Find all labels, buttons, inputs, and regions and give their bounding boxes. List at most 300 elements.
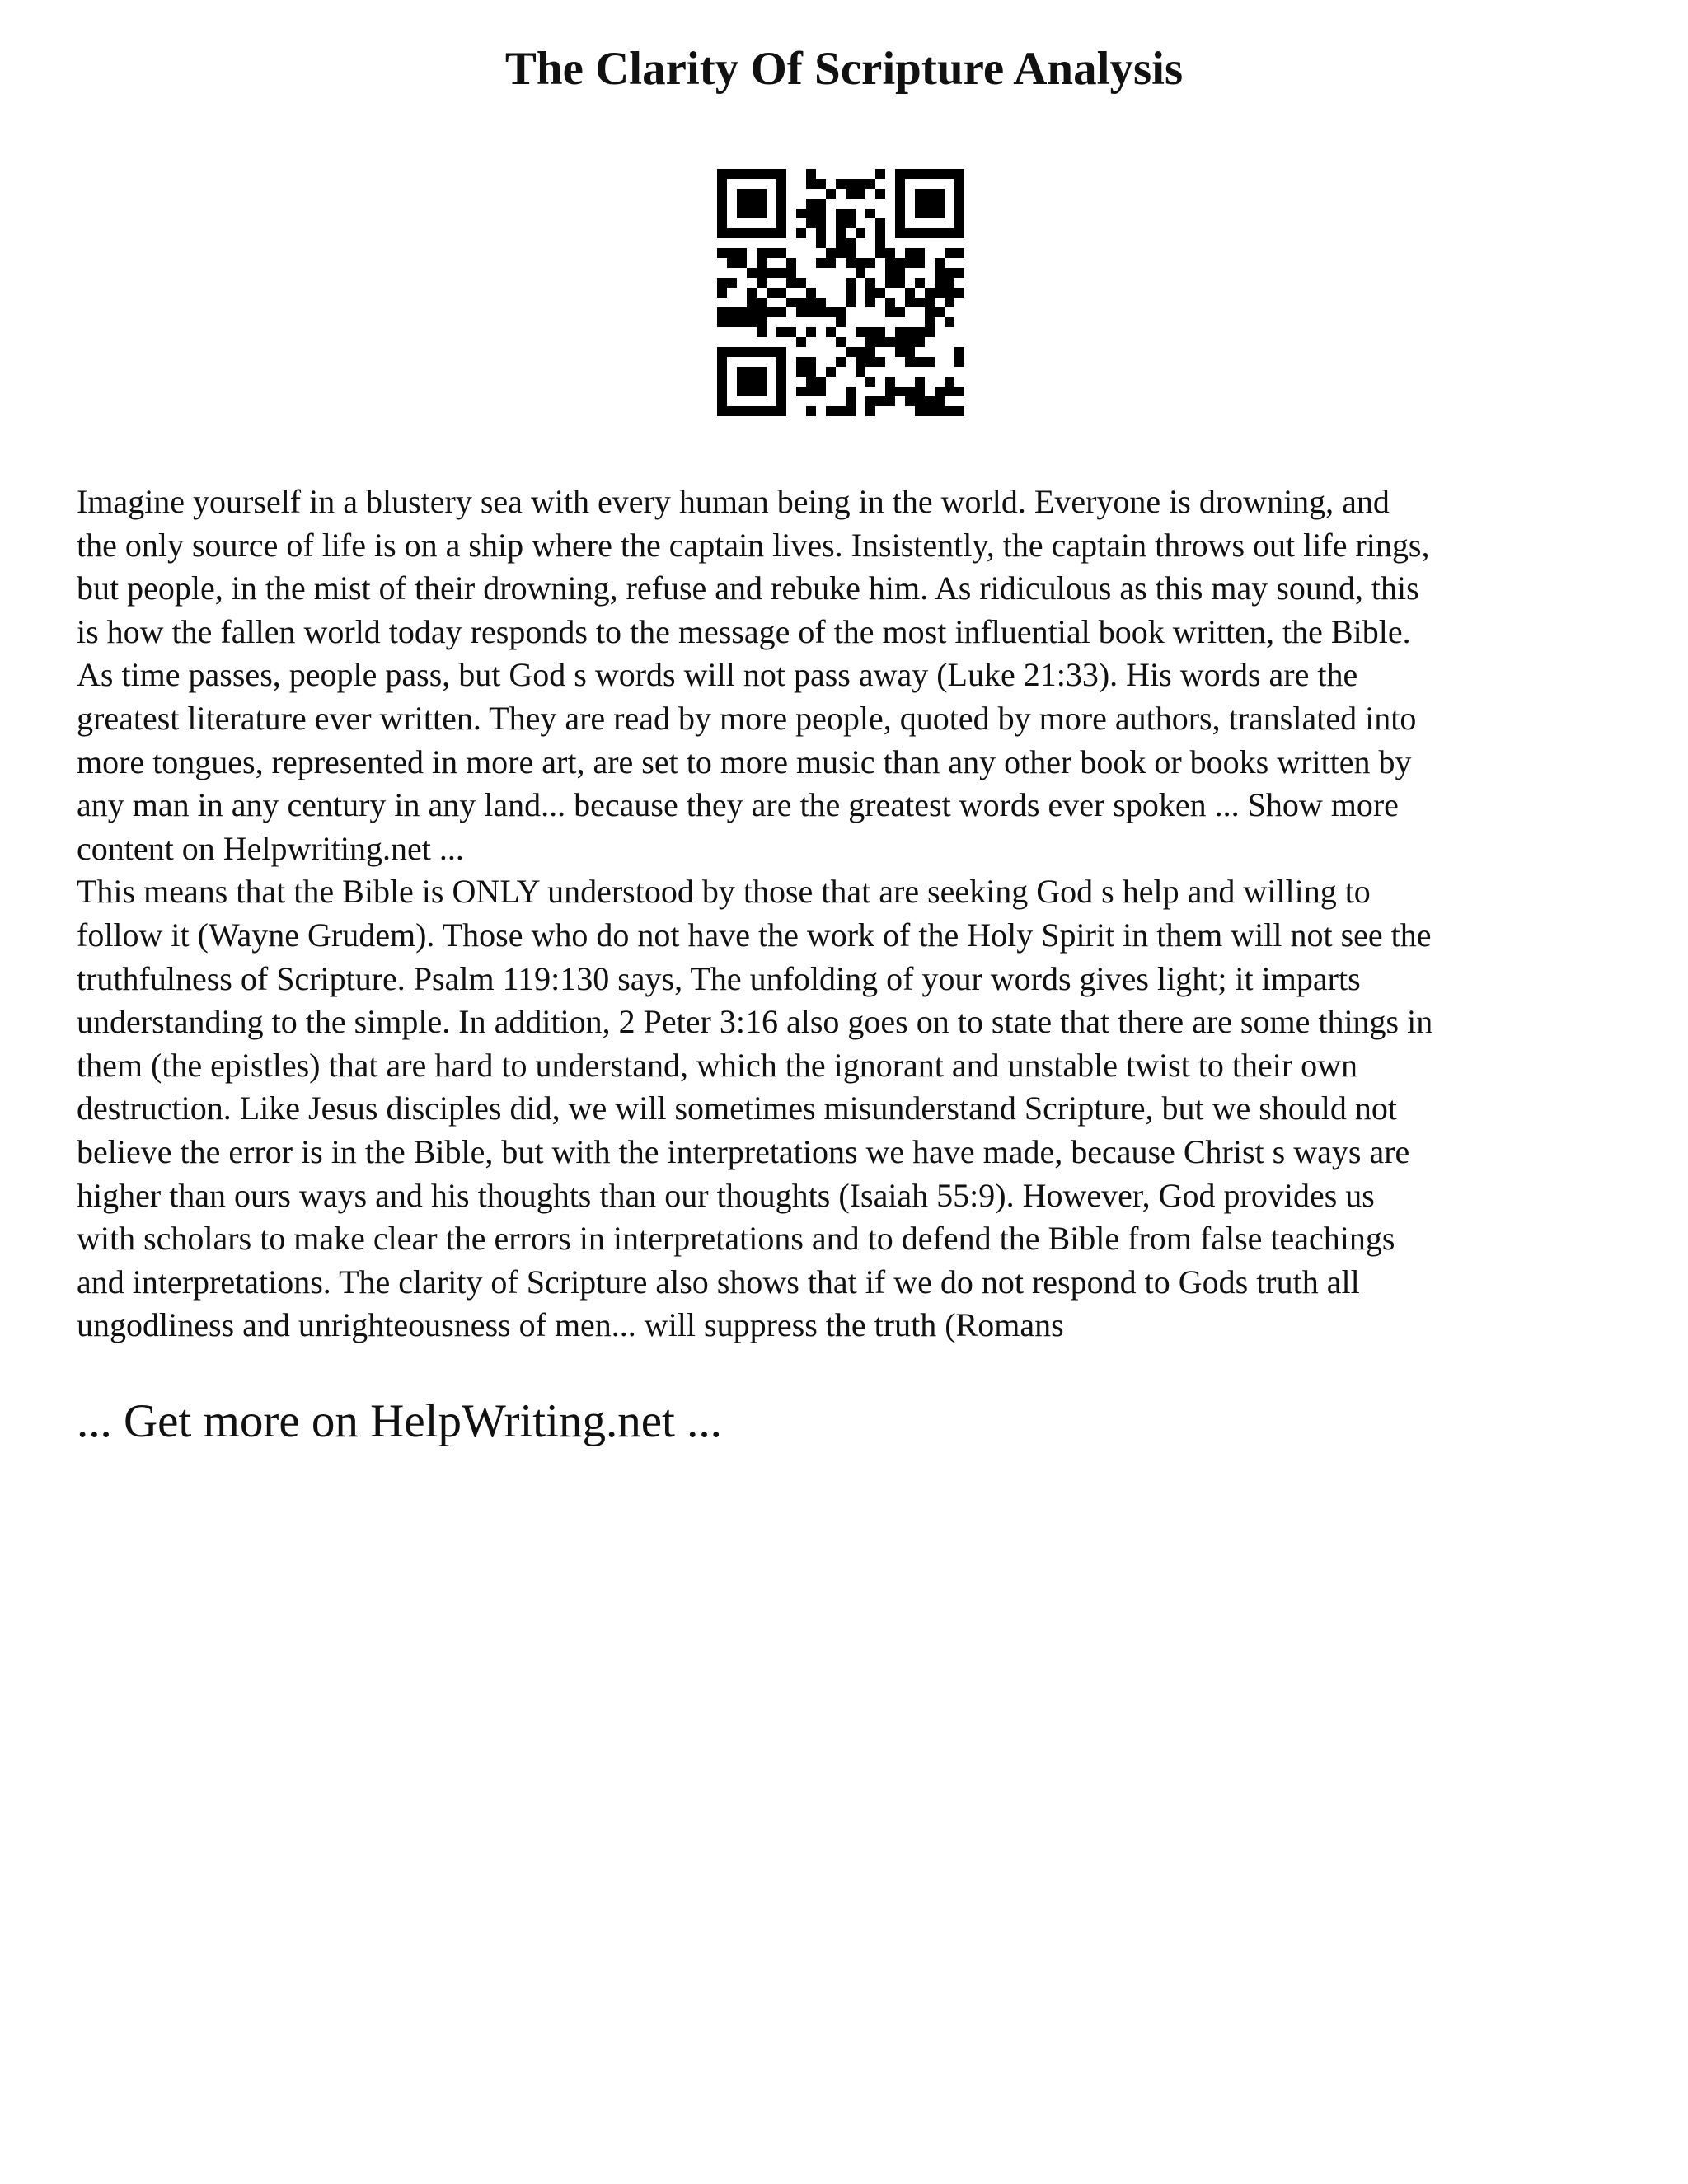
qr-code-graphic <box>717 169 964 416</box>
qr-module <box>954 387 964 396</box>
qr-module <box>776 396 786 406</box>
qr-module <box>846 288 856 298</box>
qr-module <box>885 307 895 317</box>
qr-module <box>717 189 727 199</box>
qr-module <box>776 367 786 377</box>
qr-module <box>737 258 747 268</box>
qr-module <box>816 179 826 189</box>
qr-module <box>727 278 737 288</box>
qr-module <box>945 278 954 288</box>
qr-module <box>816 218 826 228</box>
qr-module <box>935 396 945 406</box>
qr-module <box>925 406 935 416</box>
qr-module <box>954 199 964 209</box>
qr-module <box>806 169 816 179</box>
qr-module <box>895 268 905 278</box>
qr-module <box>865 278 875 288</box>
qr-module <box>776 357 786 367</box>
qr-module <box>757 278 767 288</box>
qr-module <box>727 307 737 317</box>
qr-module <box>767 228 776 238</box>
qr-module <box>747 347 757 357</box>
qr-module <box>757 367 767 377</box>
qr-module <box>737 377 747 387</box>
qr-module <box>806 298 816 307</box>
qr-module <box>915 357 925 367</box>
qr-module <box>836 317 846 327</box>
qr-module <box>895 307 905 317</box>
qr-module <box>945 228 954 238</box>
qr-module <box>935 288 945 298</box>
qr-module <box>836 179 846 189</box>
qr-module <box>717 396 727 406</box>
qr-module <box>895 209 905 218</box>
qr-module <box>806 199 816 209</box>
qr-module <box>895 189 905 199</box>
qr-module <box>915 199 925 209</box>
qr-module <box>816 209 826 218</box>
qr-module <box>915 278 925 288</box>
qr-module <box>757 347 767 357</box>
qr-module <box>945 169 954 179</box>
qr-module <box>757 317 767 327</box>
qr-module <box>945 387 954 396</box>
qr-module <box>846 406 856 416</box>
qr-module <box>905 337 915 347</box>
qr-module <box>737 248 747 258</box>
qr-module <box>856 268 865 278</box>
qr-module <box>865 258 875 268</box>
qr-module <box>757 169 767 179</box>
qr-module <box>915 406 925 416</box>
qr-module <box>717 218 727 228</box>
qr-module <box>767 169 776 179</box>
qr-module <box>717 307 727 317</box>
qr-module <box>757 268 767 278</box>
qr-module <box>757 307 767 317</box>
qr-module <box>875 337 885 347</box>
qr-module <box>935 387 945 396</box>
qr-module <box>915 248 925 258</box>
qr-module <box>915 377 925 387</box>
qr-module <box>796 307 806 317</box>
qr-module <box>776 387 786 396</box>
qr-module <box>925 199 935 209</box>
qr-module <box>816 298 826 307</box>
qr-module <box>747 317 757 327</box>
qr-module <box>846 258 856 268</box>
qr-module <box>915 396 925 406</box>
qr-module <box>885 278 895 288</box>
qr-module <box>925 298 935 307</box>
qr-module <box>954 169 964 179</box>
qr-module <box>717 288 727 298</box>
qr-module <box>727 406 737 416</box>
qr-module <box>806 288 816 298</box>
qr-code-icon[interactable] <box>717 169 964 416</box>
qr-module <box>954 347 964 357</box>
qr-module <box>806 327 816 337</box>
qr-module <box>915 228 925 238</box>
qr-module <box>945 406 954 416</box>
qr-module <box>727 248 737 258</box>
qr-module <box>727 317 737 327</box>
qr-module <box>737 347 747 357</box>
qr-module <box>915 189 925 199</box>
qr-module <box>915 327 925 337</box>
qr-module <box>925 307 935 317</box>
qr-module <box>717 317 727 327</box>
qr-module <box>905 228 915 238</box>
qr-module <box>717 377 727 387</box>
qr-module <box>925 209 935 218</box>
qr-module <box>954 179 964 189</box>
qr-module <box>865 357 875 367</box>
qr-module <box>905 387 915 396</box>
qr-module <box>836 218 846 228</box>
page-title: The Clarity Of Scripture Analysis <box>504 43 1184 95</box>
qr-module <box>806 218 816 228</box>
qr-module <box>865 377 875 387</box>
qr-module <box>727 228 737 238</box>
qr-module <box>856 258 865 268</box>
qr-module <box>954 189 964 199</box>
qr-module <box>717 169 727 179</box>
qr-module <box>836 248 846 258</box>
qr-module <box>786 298 796 307</box>
qr-module <box>717 406 727 416</box>
qr-module <box>935 228 945 238</box>
qr-module <box>856 367 865 377</box>
qr-module <box>915 209 925 218</box>
qr-module <box>836 337 846 347</box>
qr-module <box>895 327 905 337</box>
qr-module <box>895 228 905 238</box>
qr-module <box>776 377 786 387</box>
qr-module <box>895 278 905 288</box>
qr-module <box>806 387 816 396</box>
qr-module <box>846 248 856 258</box>
qr-module <box>905 347 915 357</box>
qr-module <box>737 317 747 327</box>
qr-module <box>895 337 905 347</box>
qr-module <box>737 387 747 396</box>
qr-module <box>826 248 836 258</box>
qr-module <box>925 228 935 238</box>
qr-module <box>816 199 826 209</box>
qr-module <box>806 357 816 367</box>
qr-module <box>836 406 846 416</box>
qr-module <box>747 209 757 218</box>
qr-module <box>776 169 786 179</box>
qr-module <box>905 298 915 307</box>
qr-module <box>836 307 846 317</box>
qr-module <box>865 288 875 298</box>
qr-module <box>757 189 767 199</box>
qr-module <box>776 288 786 298</box>
qr-module <box>954 268 964 278</box>
qr-module <box>935 209 945 218</box>
qr-module <box>865 406 875 416</box>
qr-module <box>786 268 796 278</box>
qr-module <box>747 406 757 416</box>
qr-module <box>885 387 895 396</box>
qr-module <box>935 258 945 268</box>
qr-module <box>717 347 727 357</box>
qr-module <box>767 248 776 258</box>
qr-module <box>895 387 905 396</box>
qr-module <box>737 307 747 317</box>
qr-module <box>826 258 836 268</box>
qr-module <box>816 387 826 396</box>
qr-module <box>717 209 727 218</box>
qr-module <box>895 347 905 357</box>
qr-module <box>885 377 895 387</box>
qr-module <box>826 189 836 199</box>
qr-module <box>776 209 786 218</box>
qr-module <box>935 278 945 288</box>
qr-module <box>796 209 806 218</box>
qr-module <box>737 169 747 179</box>
qr-module <box>757 327 767 337</box>
qr-module <box>925 169 935 179</box>
qr-module <box>905 288 915 298</box>
qr-module <box>826 307 836 317</box>
qr-module <box>767 307 776 317</box>
qr-module <box>796 387 806 396</box>
qr-module <box>776 179 786 189</box>
qr-module <box>846 179 856 189</box>
qr-module <box>935 307 945 317</box>
qr-module <box>846 218 856 228</box>
qr-module <box>816 228 826 238</box>
qr-module <box>786 278 796 288</box>
qr-module <box>875 169 885 179</box>
qr-module <box>776 189 786 199</box>
qr-module <box>885 268 895 278</box>
qr-module <box>935 199 945 209</box>
qr-module <box>954 406 964 416</box>
qr-module <box>846 209 856 218</box>
qr-module <box>747 307 757 317</box>
qr-module <box>875 288 885 298</box>
qr-module <box>836 209 846 218</box>
qr-module <box>727 169 737 179</box>
paragraph-2: This means that the Bible is ONLY understood by those that are seeking God s help and willing to follow it (Wayne Grudem). Those who do not have the work of the Holy Spirit in them will not see the truthfulness of Scripture. Psalm 119:130 says, The unfolding of your words gives light; it imparts understanding to the simple. In addition, 2 Peter 3:16 also goes on to state that there are some things in them (the epistles) that are hard to understand, which the ignorant and unstable twist to their own destruction. Like Jesus disciples did, we will sometimes misunderstand Scripture, but we should not believe the error is in the Bible, but with the interpretations we have made, because Christ s ways are higher than ours ways and his thoughts than our thoughts (Isaiah 55:9). However, God provides us with scholars to make clear the errors in interpretations and to defend the Bible from false teachings and interpretations. The clarity of Scripture also shows that if we do not respond to Gods truth all ungodliness and unrighteousness of men... will suppress the truth (Romans <box>77 873 1433 1344</box>
qr-module <box>717 248 727 258</box>
qr-module <box>816 307 826 317</box>
qr-module <box>856 327 865 337</box>
qr-module <box>925 189 935 199</box>
qr-module <box>737 199 747 209</box>
qr-module <box>747 169 757 179</box>
qr-module <box>727 258 737 268</box>
qr-module <box>747 199 757 209</box>
qr-module <box>915 169 925 179</box>
qr-module <box>856 357 865 367</box>
qr-module <box>915 337 925 347</box>
qr-module <box>885 258 895 268</box>
qr-module <box>757 377 767 387</box>
qr-module <box>776 199 786 209</box>
qr-module <box>875 189 885 199</box>
qr-module <box>767 288 776 298</box>
qr-module <box>757 258 767 268</box>
qr-module <box>954 209 964 218</box>
qr-module <box>885 248 895 258</box>
qr-module <box>865 209 875 218</box>
qr-module <box>875 327 885 337</box>
qr-module <box>816 258 826 268</box>
qr-module <box>776 307 786 317</box>
qr-module <box>826 406 836 416</box>
qr-module <box>954 357 964 367</box>
qr-module <box>865 179 875 189</box>
qr-module <box>737 228 747 238</box>
qr-module <box>846 396 856 406</box>
qr-module <box>836 238 846 248</box>
paragraph-1: Imagine yourself in a blustery sea with every human being in the world. Everyone is drowning, and the only source of life is on a ship where the captain lives. Insistently, the captain throws out life rings, but people, in the mist of their drowning, refuse and rebuke him. As ridiculous as this may sound, this is how the fallen world today responds to the message of the most influential book written, the Bible. As time passes, people pass, but God s words will not pass away (Luke 21:33). His words are the greatest literature ever written. They are read by more people, quoted by more authors, translated into more tongues, represented in more art, are set to more music than any other book or books written by any man in any century in any land... because they are the greatest words ever spoken ... Show more content on Helpwriting.net ... <box>77 483 1430 867</box>
qr-module <box>826 327 836 337</box>
qr-module <box>856 189 865 199</box>
qr-module <box>717 228 727 238</box>
qr-module <box>757 228 767 238</box>
qr-module <box>905 248 915 258</box>
qr-module <box>915 298 925 307</box>
qr-module <box>895 199 905 209</box>
qr-module <box>925 357 935 367</box>
qr-module <box>945 248 954 258</box>
qr-module <box>865 347 875 357</box>
qr-module <box>747 367 757 377</box>
qr-module <box>826 367 836 377</box>
qr-module <box>935 268 945 278</box>
qr-module <box>905 169 915 179</box>
qr-module <box>747 377 757 387</box>
qr-module <box>895 218 905 228</box>
qr-module <box>846 387 856 396</box>
qr-module <box>875 396 885 406</box>
qr-module <box>806 209 816 218</box>
qr-module <box>865 298 875 307</box>
qr-module <box>806 406 816 416</box>
qr-module <box>875 228 885 238</box>
qr-module <box>875 238 885 248</box>
qr-module <box>954 248 964 258</box>
qr-module <box>727 347 737 357</box>
qr-module <box>757 248 767 258</box>
qr-module <box>945 288 954 298</box>
qr-module <box>737 406 747 416</box>
qr-module <box>806 179 816 189</box>
qr-module <box>806 377 816 387</box>
qr-module <box>925 327 935 337</box>
get-more-link[interactable]: ... Get more on HelpWriting.net ... <box>77 1395 722 1447</box>
qr-module <box>737 189 747 199</box>
qr-module <box>757 406 767 416</box>
qr-module <box>786 258 796 268</box>
qr-module <box>875 357 885 367</box>
qr-module <box>846 298 856 307</box>
qr-module <box>925 288 935 298</box>
qr-module <box>757 199 767 209</box>
qr-module <box>954 218 964 228</box>
qr-module <box>737 367 747 377</box>
qr-module <box>925 396 935 406</box>
qr-module <box>945 298 954 307</box>
qr-module <box>757 387 767 396</box>
qr-module <box>935 169 945 179</box>
qr-module <box>846 347 856 357</box>
qr-module <box>796 298 806 307</box>
qr-module <box>796 367 806 377</box>
qr-module <box>747 288 757 298</box>
qr-module <box>737 209 747 218</box>
qr-module <box>915 387 925 396</box>
qr-module <box>905 327 915 337</box>
qr-module <box>717 179 727 189</box>
qr-module <box>945 377 954 387</box>
qr-module <box>747 228 757 238</box>
qr-module <box>776 268 786 278</box>
qr-module <box>767 347 776 357</box>
qr-module <box>895 169 905 179</box>
qr-module <box>895 258 905 268</box>
qr-module <box>717 357 727 367</box>
qr-module <box>747 189 757 199</box>
qr-module <box>796 228 806 238</box>
qr-module <box>895 179 905 189</box>
qr-module <box>935 189 945 199</box>
qr-module <box>856 347 865 357</box>
qr-module <box>816 377 826 387</box>
qr-module <box>846 278 856 288</box>
qr-module <box>915 258 925 268</box>
qr-module <box>806 307 816 317</box>
qr-module <box>796 337 806 347</box>
qr-module <box>816 238 826 248</box>
qr-module <box>806 367 816 377</box>
qr-module <box>717 387 727 396</box>
qr-module <box>865 396 875 406</box>
qr-module <box>865 337 875 347</box>
qr-module <box>717 278 727 288</box>
qr-module <box>747 298 757 307</box>
qr-module <box>786 327 796 337</box>
qr-module <box>776 228 786 238</box>
qr-module <box>905 258 915 268</box>
qr-module <box>875 248 885 258</box>
qr-module <box>875 218 885 228</box>
qr-module <box>776 248 786 258</box>
qr-module <box>885 337 895 347</box>
qr-module <box>776 218 786 228</box>
qr-module <box>747 387 757 396</box>
qr-module <box>836 228 846 238</box>
qr-module <box>776 347 786 357</box>
qr-module <box>747 268 757 278</box>
qr-module <box>856 179 865 189</box>
qr-module <box>717 367 727 377</box>
qr-module <box>796 278 806 288</box>
article-body <box>77 480 1634 1347</box>
qr-module <box>925 317 935 327</box>
qr-module <box>885 396 895 406</box>
qr-module <box>856 228 865 238</box>
qr-module <box>836 357 846 367</box>
qr-module <box>757 209 767 218</box>
qr-module <box>935 406 945 416</box>
